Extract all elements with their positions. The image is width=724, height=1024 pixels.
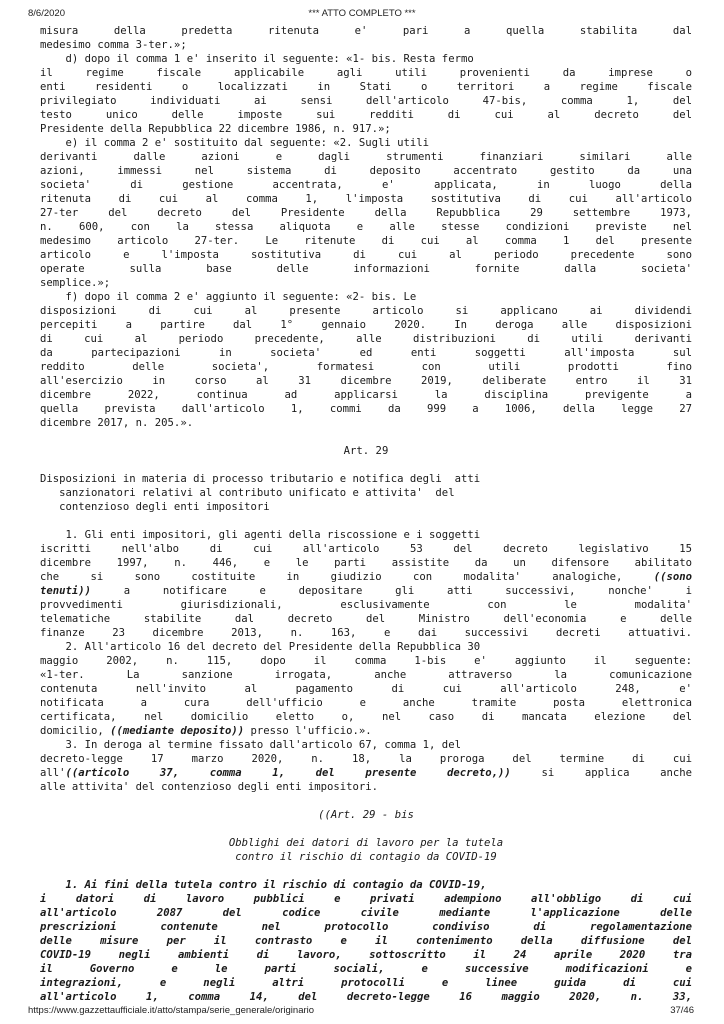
- print-header: [0, 0, 724, 22]
- text-line: che si sono costituite in giudizio con modalita' analogiche, ((sono: [40, 571, 692, 583]
- text-line: f) dopo il comma 2 e' aggiunto il seguente: «2- bis. Le: [40, 291, 417, 303]
- text-line: contenzioso degli enti impositori: [40, 501, 270, 513]
- blank-line: [40, 794, 692, 808]
- text-line: semplice.»;: [40, 277, 111, 289]
- print-footer: [0, 1000, 724, 1024]
- section-heading-line: Obblighi dei datori di lavoro per la tutela: [228, 837, 504, 849]
- text-line: il Governo e le parti sociali, e successive modificazioni e: [40, 963, 692, 975]
- text-line: disposizioni di cui al presente articolo si applicano ai dividendi: [40, 305, 692, 317]
- text-line: percepiti a partire dal 1° gennaio 2020. In deroga alle disposizioni: [40, 319, 692, 331]
- text-line: enti residenti o localizzati in Stati o territori a regime fiscale: [40, 81, 692, 93]
- text-line: all'articolo 2087 del codice civile mediante l'applicazione delle: [40, 907, 692, 919]
- text-line: operate sulla base delle informazioni fornite dalla societa': [40, 263, 692, 275]
- text-line: sanzionatori relativi al contributo unificato e attivita' del: [40, 487, 455, 499]
- page-number: 37/46: [670, 1005, 694, 1016]
- text-line: medesimo comma 3-ter.»;: [40, 39, 187, 51]
- text-line: d) dopo il comma 1 e' inserito il seguente: «1- bis. Resta fermo: [40, 53, 474, 65]
- text-line: societa' di gestione accentrata, e' applicata, in luogo della: [40, 179, 692, 191]
- text-line: e) il comma 2 e' sostituito dal seguente: «2. Sugli utili: [40, 137, 430, 149]
- text-line: 2. All'articolo 16 del decreto del Presidente della Repubblica 30: [40, 641, 481, 653]
- text-line: i datori di lavoro pubblici e privati adempiono all'obbligo di cui: [40, 893, 692, 905]
- text-line: dicembre 1997, n. 446, e le parti assistite da un difensore abilitato: [40, 557, 692, 569]
- text-line: maggio 2002, n. 115, dopo il comma 1-bis e' aggiunto il seguente:: [40, 655, 692, 667]
- text-line: 1. Gli enti impositori, gli agenti della riscossione e i soggetti: [40, 529, 481, 541]
- text-line: 3. In deroga al termine fissato dall'articolo 67, comma 1, del: [40, 739, 461, 751]
- text-line: contenuta nell'invito al pagamento di cui all'articolo 248, e': [40, 683, 692, 695]
- print-date: 8/6/2020: [28, 8, 65, 19]
- section-heading-line: ((Art. 29 - bis: [318, 809, 414, 821]
- text-line: telematiche stabilite dal decreto del Ministro dell'economia e delle: [40, 613, 692, 625]
- text-line: n. 600, con la stessa aliquota e alle stesse condizioni previste nel: [40, 221, 692, 233]
- text-line: dicembre 2022, continua ad applicarsi la disciplina previgente a: [40, 389, 692, 401]
- text-line: COVID-19 negli ambienti di lavoro, sottoscritto il 24 aprile 2020 tra: [40, 949, 692, 961]
- text-line: ritenuta di cui al comma 1, l'imposta sostitutiva di cui all'articolo: [40, 193, 692, 205]
- text-line: reddito delle societa', formatesi con utili prodotti fino: [40, 361, 692, 373]
- text-line: prescrizioni contenute nel protocollo condiviso di regolamentazione: [40, 921, 692, 933]
- text-line: Disposizioni in materia di processo tributario e notifica degli atti: [40, 473, 481, 485]
- text-line: di cui al periodo precedente, alle distribuzioni di utili derivanti: [40, 333, 692, 345]
- text-line: notificata a cura dell'ufficio e anche tramite posta elettronica: [40, 697, 692, 709]
- text-line: privilegiato individuati ai sensi dell'articolo 47-bis, comma 1, del: [40, 95, 692, 107]
- text-line: medesimo articolo 27-ter. Le ritenute di cui al comma 1 del presente: [40, 235, 692, 247]
- source-url: https://www.gazzettaufficiale.it/atto/stampa/serie_generale/originario: [28, 1005, 315, 1016]
- text-line: testo unico delle imposte sui redditi di cui al decreto del: [40, 109, 692, 121]
- text-line: misura della predetta ritenuta e' pari a quella stabilita dal: [40, 25, 692, 37]
- section-heading-line: contro il rischio di contagio da COVID-19: [235, 851, 497, 863]
- text-line: quella prevista dall'articolo 1, commi da 999 a 1006, della legge 27: [40, 403, 692, 415]
- text-line: azioni, immessi nel sistema di deposito accentrato gestito da una: [40, 165, 692, 177]
- section-heading-line: Art. 29: [343, 445, 389, 457]
- text-line: derivanti dalle azioni e dagli strumenti finanziari similari alle: [40, 151, 692, 163]
- text-line: finanze 23 dicembre 2013, n. 163, e dai successivi decreti attuativi.: [40, 627, 692, 639]
- text-line: iscritti nell'albo di cui all'articolo 53 del decreto legislativo 15: [40, 543, 692, 555]
- blank-line: [40, 514, 692, 528]
- text-line: decreto-legge 17 marzo 2020, n. 18, la proroga del termine di cui: [40, 753, 692, 765]
- text-line: delle misure per il contrasto e il contenimento della diffusione del: [40, 935, 692, 947]
- text-line: tenuti)) a notificare e depositare gli atti successivi, nonche' i: [40, 585, 692, 597]
- blank-line: [40, 822, 692, 836]
- text-line: il regime fiscale applicabile agli utili provenienti da imprese o: [40, 67, 692, 79]
- blank-line: [40, 430, 692, 444]
- text-line: dicembre 2017, n. 205.».: [40, 417, 194, 429]
- text-line: integrazioni, e negli altri protocolli e linee guida di cui: [40, 977, 692, 989]
- amendment-insertion: ((articolo 37, comma 1, del presente decreto,)): [65, 767, 511, 779]
- text-line: 27-ter del decreto del Presidente della Repubblica 29 settembre 1973,: [40, 207, 692, 219]
- text-line: all'esercizio in corso al 31 dicembre 2019, deliberate entro il 31: [40, 375, 692, 387]
- text-line: all'((articolo 37, comma 1, del presente decreto,)) si applica anche: [40, 767, 692, 779]
- text-line: articolo e l'imposta sostitutiva di cui al periodo precedente sono: [40, 249, 692, 261]
- text-line: alle attivita' del contenzioso degli enti impositori.: [40, 781, 379, 793]
- amendment-insertion: ((sono: [653, 571, 692, 583]
- print-title: *** ATTO COMPLETO ***: [308, 8, 416, 19]
- text-line: Presidente della Repubblica 22 dicembre 1986, n. 917.»;: [40, 123, 391, 135]
- blank-line: [40, 864, 692, 878]
- text-line: provvedimenti giurisdizionali, esclusivamente con le modalita': [40, 599, 692, 611]
- text-line: 1. Ai fini della tutela contro il rischio di contagio da COVID-19,: [40, 879, 487, 891]
- amendment-insertion: ((mediante deposito)): [110, 725, 245, 737]
- text-line: da partecipazioni in societa' ed enti soggetti all'imposta sul: [40, 347, 692, 359]
- text-line: certificata, nel domicilio eletto o, nel caso di mancata elezione del: [40, 711, 692, 723]
- document-body: [40, 24, 692, 1004]
- amendment-insertion: tenuti)): [40, 585, 92, 597]
- text-line: domicilio, ((mediante deposito)) presso l'ufficio.».: [40, 725, 372, 737]
- blank-line: [40, 458, 692, 472]
- text-line: all'articolo 1, comma 14, del decreto-legge 16 maggio 2020, n. 33,: [40, 991, 692, 1003]
- text-line: «1-ter. La sanzione irrogata, anche attraverso la comunicazione: [40, 669, 692, 681]
